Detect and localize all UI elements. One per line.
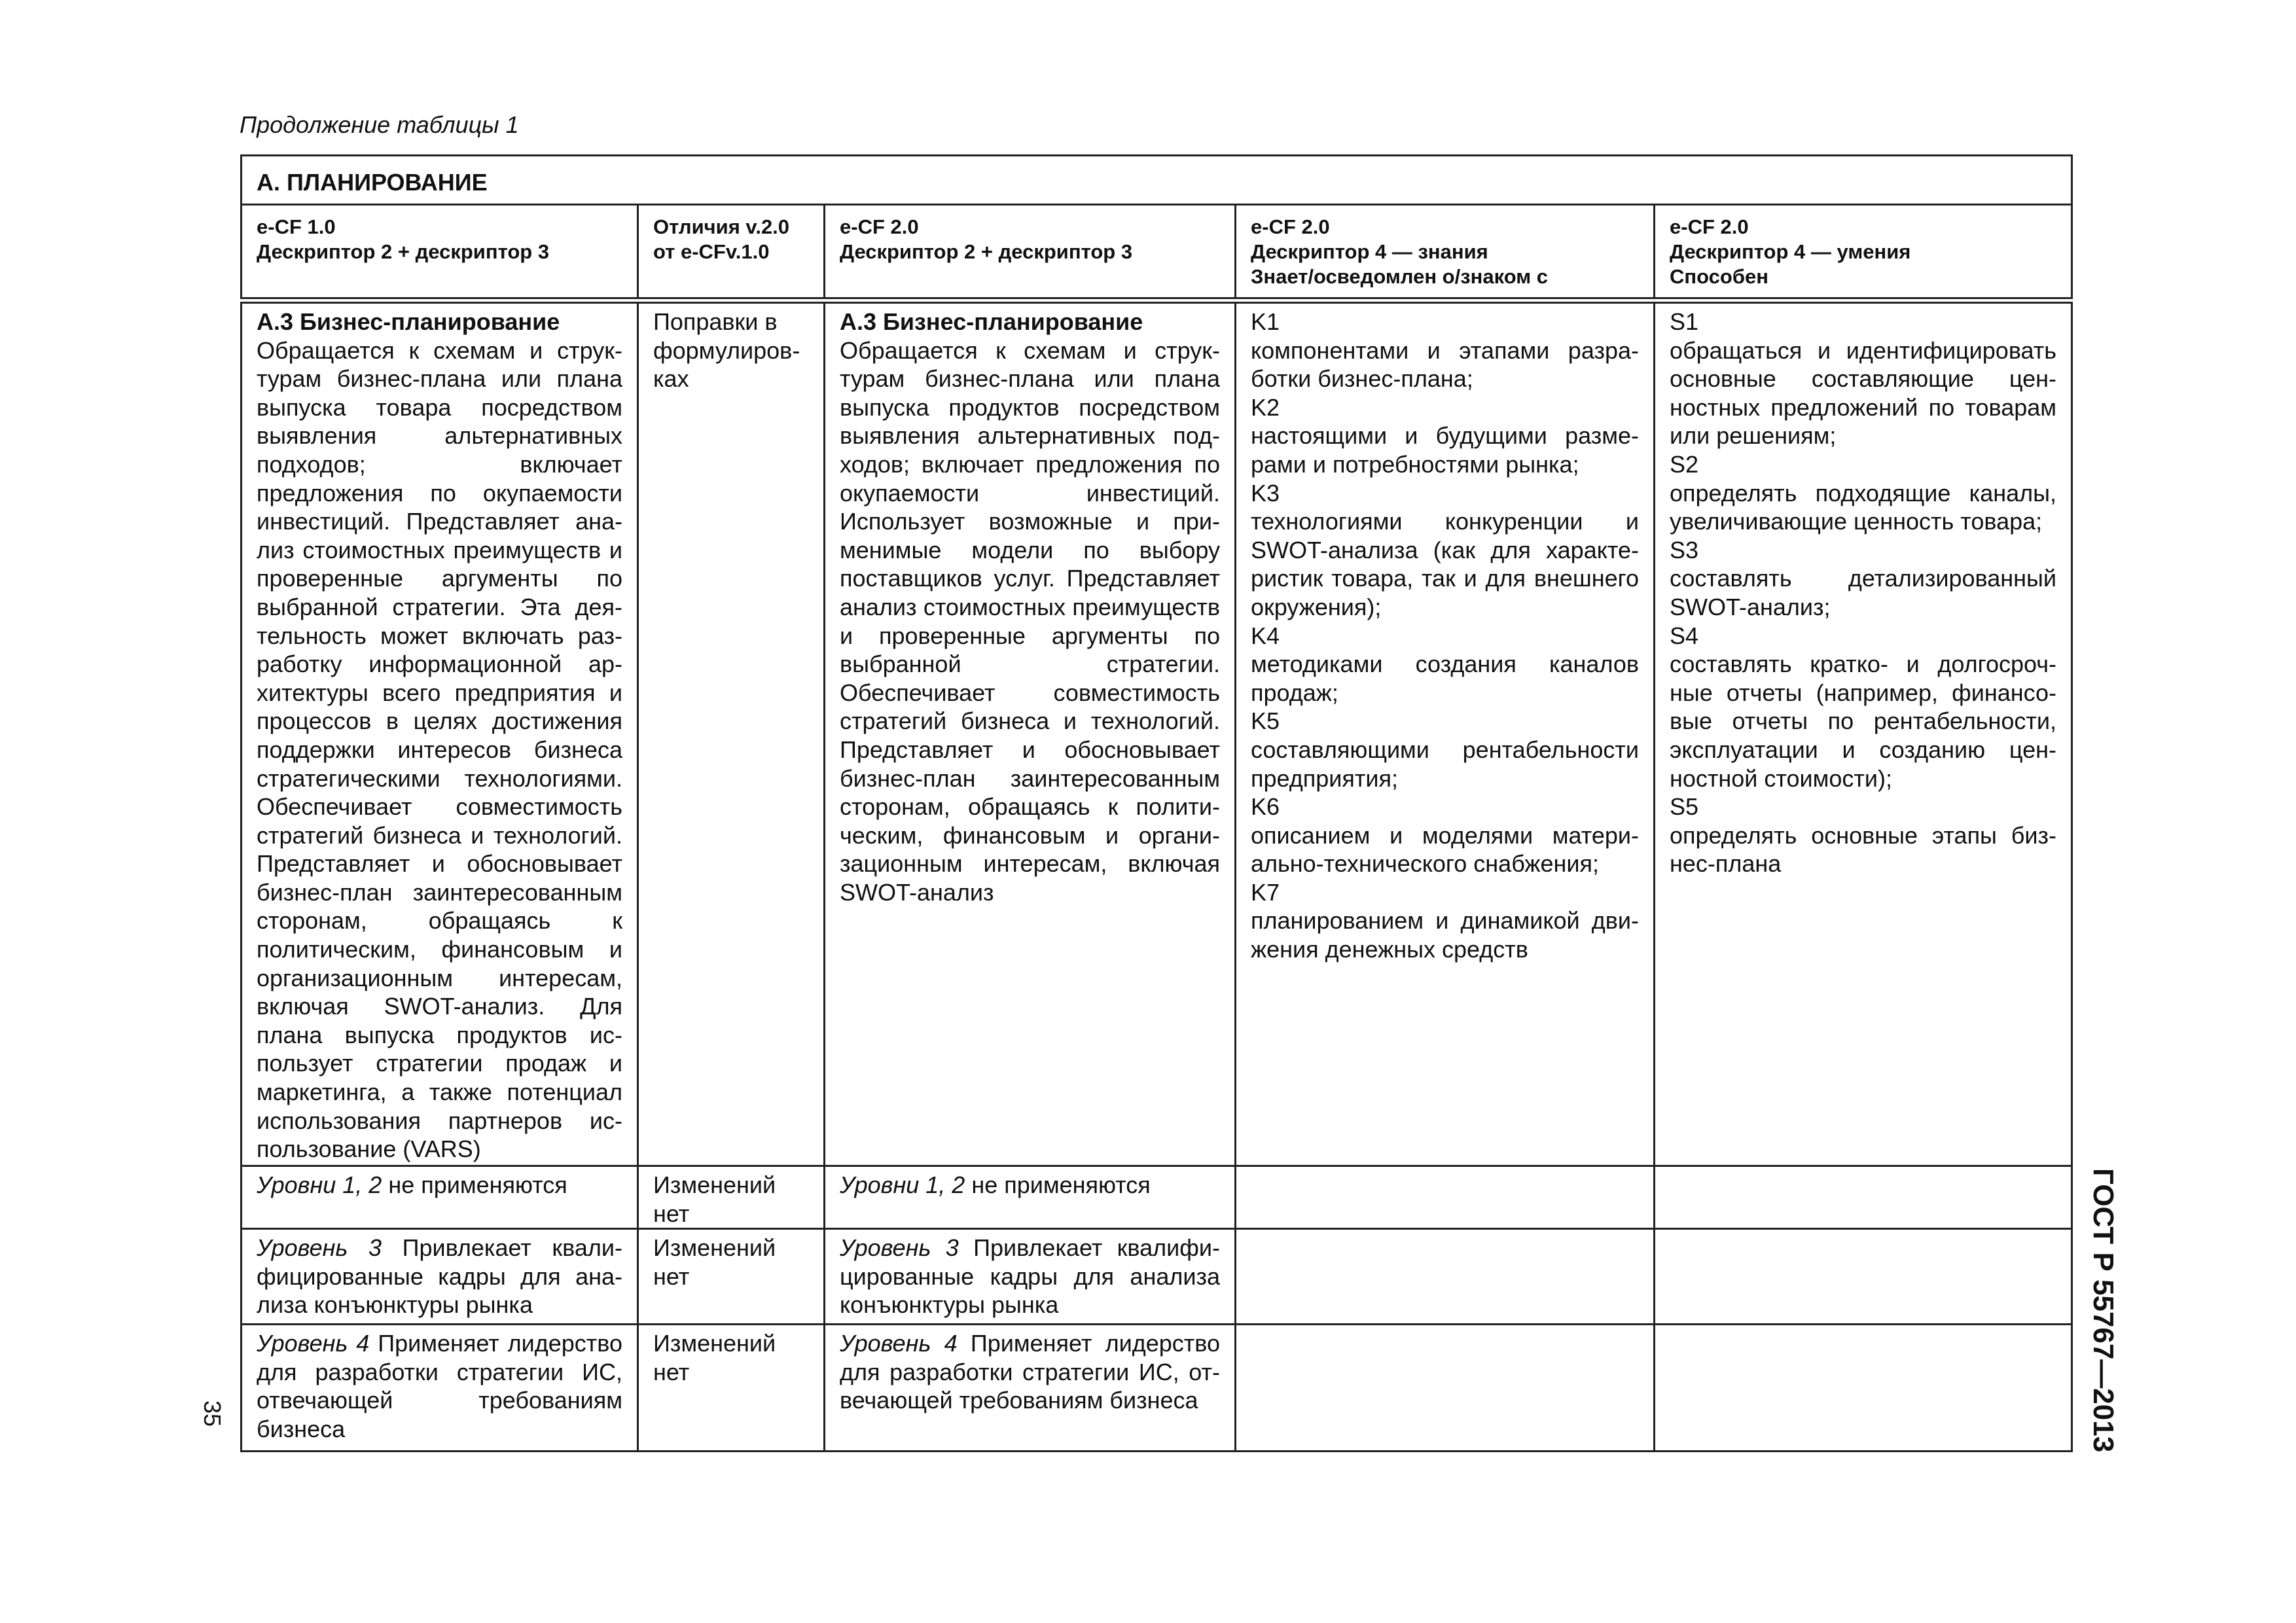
- knowledge-text: составляющими рентабельности предприятия;: [1251, 736, 1639, 792]
- section-row: [242, 156, 2072, 205]
- competence-text: Обращается к схемам и структурам бизнес-плана или плана выпуска товара посредством выявления альтернативных подходов; включает предложения по окупаемости инвестиций. Представляет анализ стоимостных преимуществ и проверенные аргументы по выбранной стратегии. Эта деятельность может включать разработку информационной архитектуры всего предприятия и процессов в целях достижения поддержки интересов бизнеса стратегическими технологиями. Обеспечивает совместимость стратегий бизнеса и технологий. Представляет и обосновывает бизнес-план заинтересованным сторонам, обращаясь к политическим, финансовым и организационным интересам, включая SWOT-анализ. Для плана выпуска продуктов использует стратегии продаж и маркетинга, а также потенциал использования партнеров использование (VARS): [257, 336, 622, 1163]
- knowledge-text: компонентами и этапами разработки бизнес-плана;: [1251, 336, 1639, 393]
- header-line: Дескриптор 2 + дескриптор 3: [257, 240, 550, 263]
- level-label: Уровень 3: [840, 1234, 959, 1262]
- empty-cell: [1655, 1325, 2072, 1452]
- competence-title: А.3 Бизнес-планирование: [840, 308, 1143, 335]
- knowledge-text: настоящими и будущими размерами и потребностями рынка;: [1251, 422, 1639, 478]
- skill-text: составлять детализированный SWOT-анализ;: [1670, 565, 2057, 620]
- header-line: e-CF 2.0: [1251, 215, 1330, 238]
- header-line: e-CF 2.0: [1670, 215, 1749, 238]
- header-cell: [1236, 205, 1655, 301]
- differences-cell: Изменений нет: [638, 1229, 825, 1325]
- header-row: [242, 205, 2072, 301]
- knowledge-text: планированием и динамикой движения денежных средств: [1251, 907, 1639, 963]
- differences-cell: Изменений нет: [638, 1166, 825, 1229]
- table-row: [242, 1325, 2072, 1452]
- level-label: Уровень 3: [257, 1234, 382, 1262]
- differences-cell: [638, 300, 825, 1166]
- standard-title: ГОСТ Р 55767—2013: [2087, 1168, 2119, 1453]
- ecf2-description-cell: [825, 300, 1236, 1166]
- table-row: [242, 1166, 2072, 1229]
- level-cell: [242, 1325, 638, 1452]
- knowledge-code: K3: [1251, 479, 1280, 507]
- level-text: Применяет лидерство для разработки стратегии ИС, отвечающей требованиям бизнеса: [257, 1330, 623, 1442]
- header-line: Дескриптор 2 + дескриптор 3: [840, 240, 1133, 263]
- header-cell: [638, 205, 825, 301]
- level-cell: [242, 1166, 638, 1229]
- header-line: e-CF 2.0: [840, 215, 919, 238]
- header-cell: [1655, 205, 2072, 301]
- skill-text: обращаться и идентифицировать основные составляющие ценностных предложений по товарам или решениям;: [1670, 336, 2057, 450]
- competence-text: Обращается к схемам и структурам бизнес-плана или плана выпуска продуктов посредством выявления альтернативных подходов; включает предложения по окупаемости инвестиций. Использует возможные и применимые модели по выбору поставщиков услуг. Представляет анализ стоимостных преимуществ и проверенные аргументы по выбранной стратегии. Обеспечивает совместимость стратегий бизнеса и технологий. Представляет и обосновывает бизнес-план заинтересованным сторонам, обращаясь к политическим, финансовым и организационным интересам, включая SWOT-анализ: [840, 336, 1220, 906]
- level-text: Привлекает квалифицированные кадры для анализа конъюнктуры рынка: [840, 1234, 1220, 1319]
- knowledge-code: K6: [1251, 793, 1280, 821]
- section-title: А. ПЛАНИРОВАНИЕ: [242, 156, 2072, 205]
- skill-code: S1: [1670, 308, 1699, 335]
- knowledge-code: K7: [1251, 878, 1280, 906]
- level-cell: [825, 1166, 1236, 1229]
- skill-text: составлять кратко- и долгосрочные отчеты (например, финансовые отчеты по рентабельности, эксплуатации и созданию ценностной стоимости);: [1670, 651, 2057, 792]
- knowledge-code: K4: [1251, 622, 1280, 649]
- header-cell: [825, 205, 1236, 301]
- knowledge-cell: [1236, 300, 1655, 1166]
- knowledge-code: K2: [1251, 393, 1280, 421]
- header-line: Дескриптор 4 — умения: [1670, 240, 1911, 263]
- skill-text: определять основные этапы бизнес-плана: [1670, 821, 2057, 878]
- empty-cell: [1655, 1166, 2072, 1229]
- header-line: Отличия v.2.0: [653, 215, 790, 238]
- header-line: от e-CFv.1.0: [653, 240, 770, 263]
- table-row: [242, 1229, 2072, 1325]
- level-text: не применяются: [382, 1171, 567, 1198]
- level-label: Уровни 1, 2: [257, 1171, 382, 1198]
- knowledge-text: методиками создания каналов продаж;: [1251, 651, 1639, 706]
- page-number: 35: [199, 1400, 226, 1427]
- knowledge-text: технологиями конкуренции и SWOT-анализа (как для характеристик товара, так и для внешнего окружения);: [1251, 508, 1639, 620]
- skill-code: S3: [1670, 536, 1699, 563]
- skill-text: определять подходящие каналы, увеличивающие ценность товара;: [1670, 479, 2057, 535]
- level-cell: [242, 1229, 638, 1325]
- header-line: Знает/осведомлен о/знаком с: [1251, 265, 1549, 288]
- competence-title: А.3 Бизнес-планирование: [257, 308, 560, 335]
- skill-code: S5: [1670, 793, 1699, 821]
- differences-text: Поправки в формулировках: [653, 308, 800, 393]
- level-cell: [825, 1325, 1236, 1452]
- empty-cell: [1236, 1325, 1655, 1452]
- level-label: Уровни 1, 2: [840, 1171, 965, 1198]
- knowledge-code: K1: [1251, 308, 1280, 335]
- level-label: Уровень 4: [840, 1330, 958, 1357]
- level-cell: [825, 1229, 1236, 1325]
- skill-code: S2: [1670, 450, 1699, 478]
- empty-cell: [1655, 1229, 2072, 1325]
- ecf1-description-cell: [242, 300, 638, 1166]
- header-cell: [242, 205, 638, 301]
- empty-cell: [1236, 1229, 1655, 1325]
- empty-cell: [1236, 1166, 1655, 1229]
- header-line: e-CF 1.0: [257, 215, 336, 238]
- knowledge-code: K5: [1251, 707, 1280, 735]
- header-line: Способен: [1670, 265, 1768, 288]
- table-caption: Продолжение таблицы 1: [240, 111, 519, 138]
- level-text: не применяются: [965, 1171, 1151, 1198]
- differences-cell: Изменений нет: [638, 1325, 825, 1452]
- competence-table: [240, 154, 2073, 1452]
- skills-cell: [1655, 300, 2072, 1166]
- knowledge-text: описанием и моделями материально-технического снабжения;: [1251, 821, 1639, 878]
- level-label: Уровень 4: [257, 1330, 370, 1357]
- skill-code: S4: [1670, 622, 1699, 649]
- table-row: [242, 300, 2072, 1166]
- header-line: Дескриптор 4 — знания: [1251, 240, 1488, 263]
- level-text: Привлекает квалифицированные кадры для анализа конъюнктуры рынка: [257, 1234, 622, 1319]
- level-text: Применяет лидерство для разработки стратегии ИС, отвечающей требованиям бизнеса: [840, 1330, 1220, 1414]
